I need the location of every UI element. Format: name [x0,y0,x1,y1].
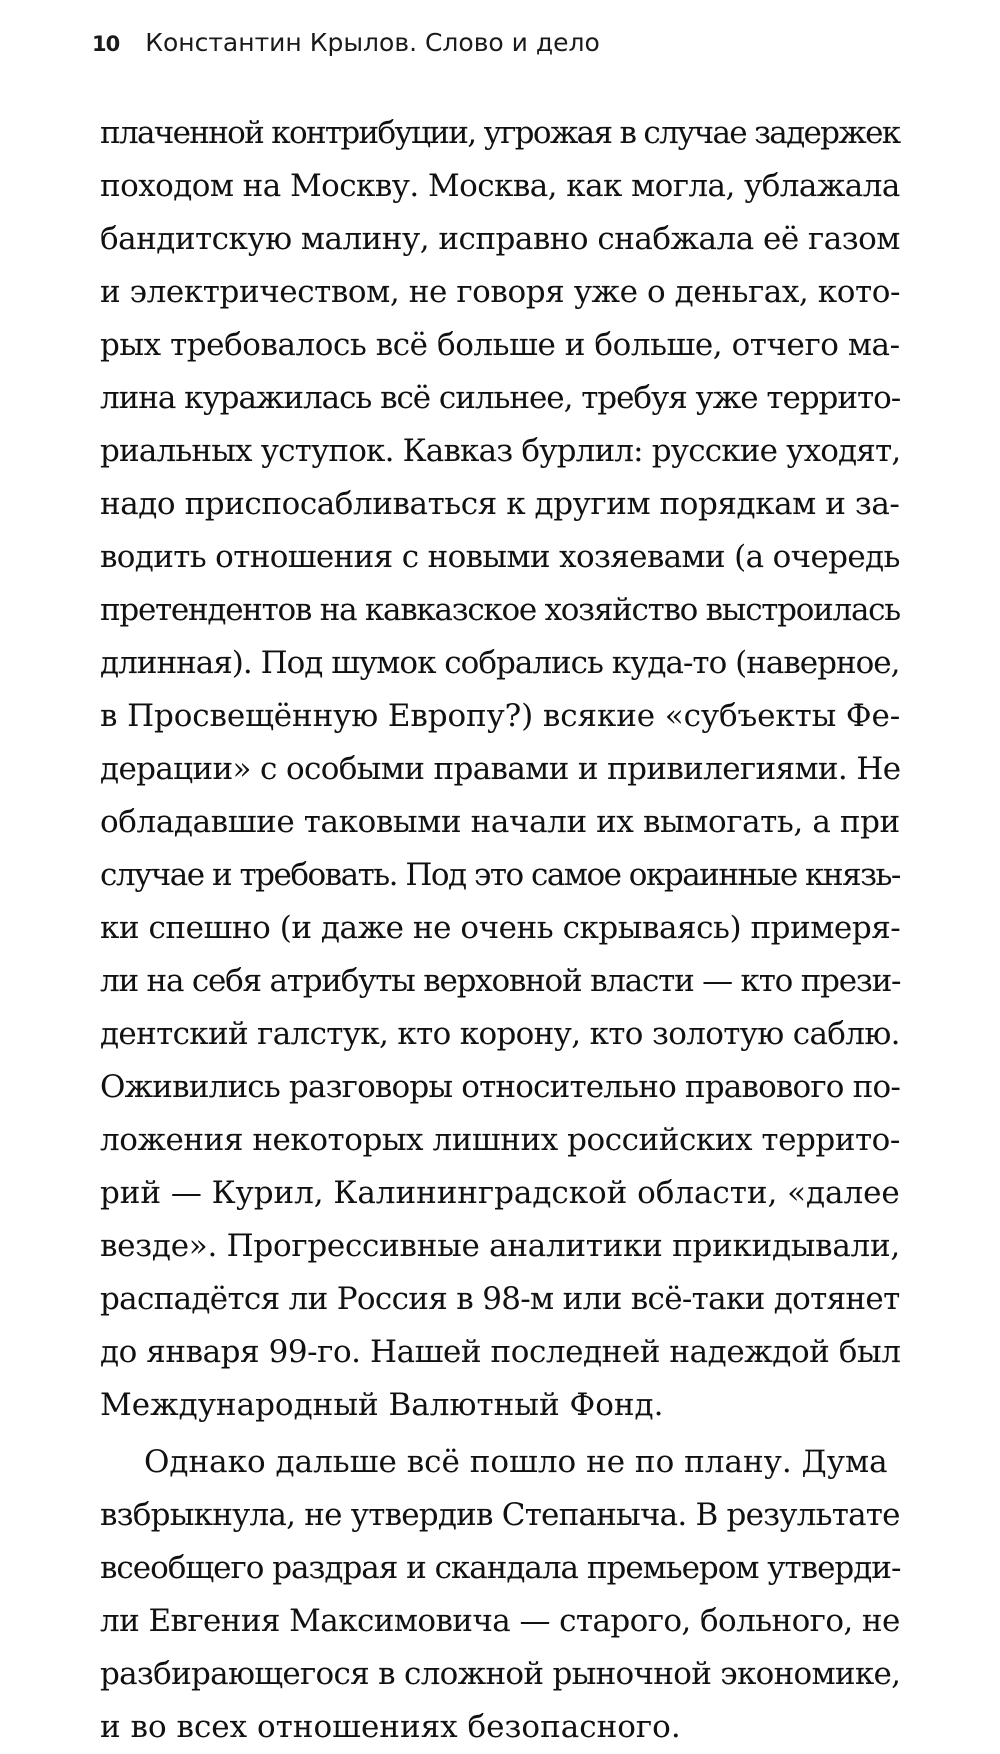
text-line: распадётся ли Россия в 98-м или всё-таки дотянет [100,1281,900,1317]
text-line: Однако дальше всё пошло не по плану. Дума [144,1444,888,1480]
text-line: ли Евгения Максимовича — старого, больного, не [100,1603,900,1639]
page-number: 10 [92,32,120,56]
text-line: надо приспосабливаться к другим порядкам и за- [100,486,900,522]
text-line: взбрыкнула, не утвердив Степаныча. В результате [100,1497,900,1533]
text-line: плаченной контрибуции, угрожая в случае задержек [100,115,900,151]
text-line: лина куражилась всё сильнее, требуя уже террито- [100,380,901,416]
text-line: случае и требовать. Под это самое окраинные князь- [100,857,900,893]
text-line: дентский галстук, кто корону, кто золотую саблю. [100,1016,900,1052]
text-line: везде». Прогрессивные аналитики прикидывали, [100,1228,900,1264]
text-line: ки спешно (и даже не очень скрываясь) примеря- [100,910,901,946]
text-line: Международный Валютный Фонд. [100,1387,664,1423]
text-line: походом на Москву. Москва, как могла, ублажала [100,168,900,204]
paragraph-1 [100,107,900,1432]
text-line: в Просвещённую Европу?) всякие «субъекты Фе- [100,698,901,734]
text-line: претендентов на кавказское хозяйство выстроилась [100,592,900,628]
text-line: разбирающегося в сложной рыночной экономике, [100,1656,901,1692]
text-line: до января 99-го. Нашей последней надеждой был [100,1334,901,1370]
paragraph-2 [100,1436,900,1754]
text-line: рий — Курил, Калининградской области, «далее [100,1175,900,1211]
text-line: обладавшие таковыми начали их вымогать, а при [100,804,900,840]
text-line: риальных уступок. Кавказ бурлил: русские уходят, [100,433,901,469]
text-line: длинная). Под шумок собрались куда-то (наверное, [100,645,900,681]
text-line: рых требовалось всё больше и больше, отчего ма- [100,327,900,363]
text-line: ложения некоторых лишних российских террито- [100,1122,900,1158]
text-line: Оживились разговоры относительно правового по- [100,1069,900,1105]
text-line: и во всех отношениях безопасного. [100,1709,681,1745]
text-line: бандитскую малину, исправно снабжала её газом [100,221,900,257]
text-line: всеобщего раздрая и скандала премьером утверди- [100,1550,901,1586]
running-title: Константин Крылов. Слово и дело [145,28,600,57]
body-text [100,107,900,1754]
text-line: ли на себя атрибуты верховной власти — кто прези- [100,963,901,999]
text-line: водить отношения с новыми хозяевами (а очередь [100,539,900,575]
running-header [92,28,600,57]
text-line: дерации» с особыми правами и привилегиями. Не [100,751,901,787]
text-line: и электричеством, не говоря уже о деньгах, кото- [100,274,901,310]
